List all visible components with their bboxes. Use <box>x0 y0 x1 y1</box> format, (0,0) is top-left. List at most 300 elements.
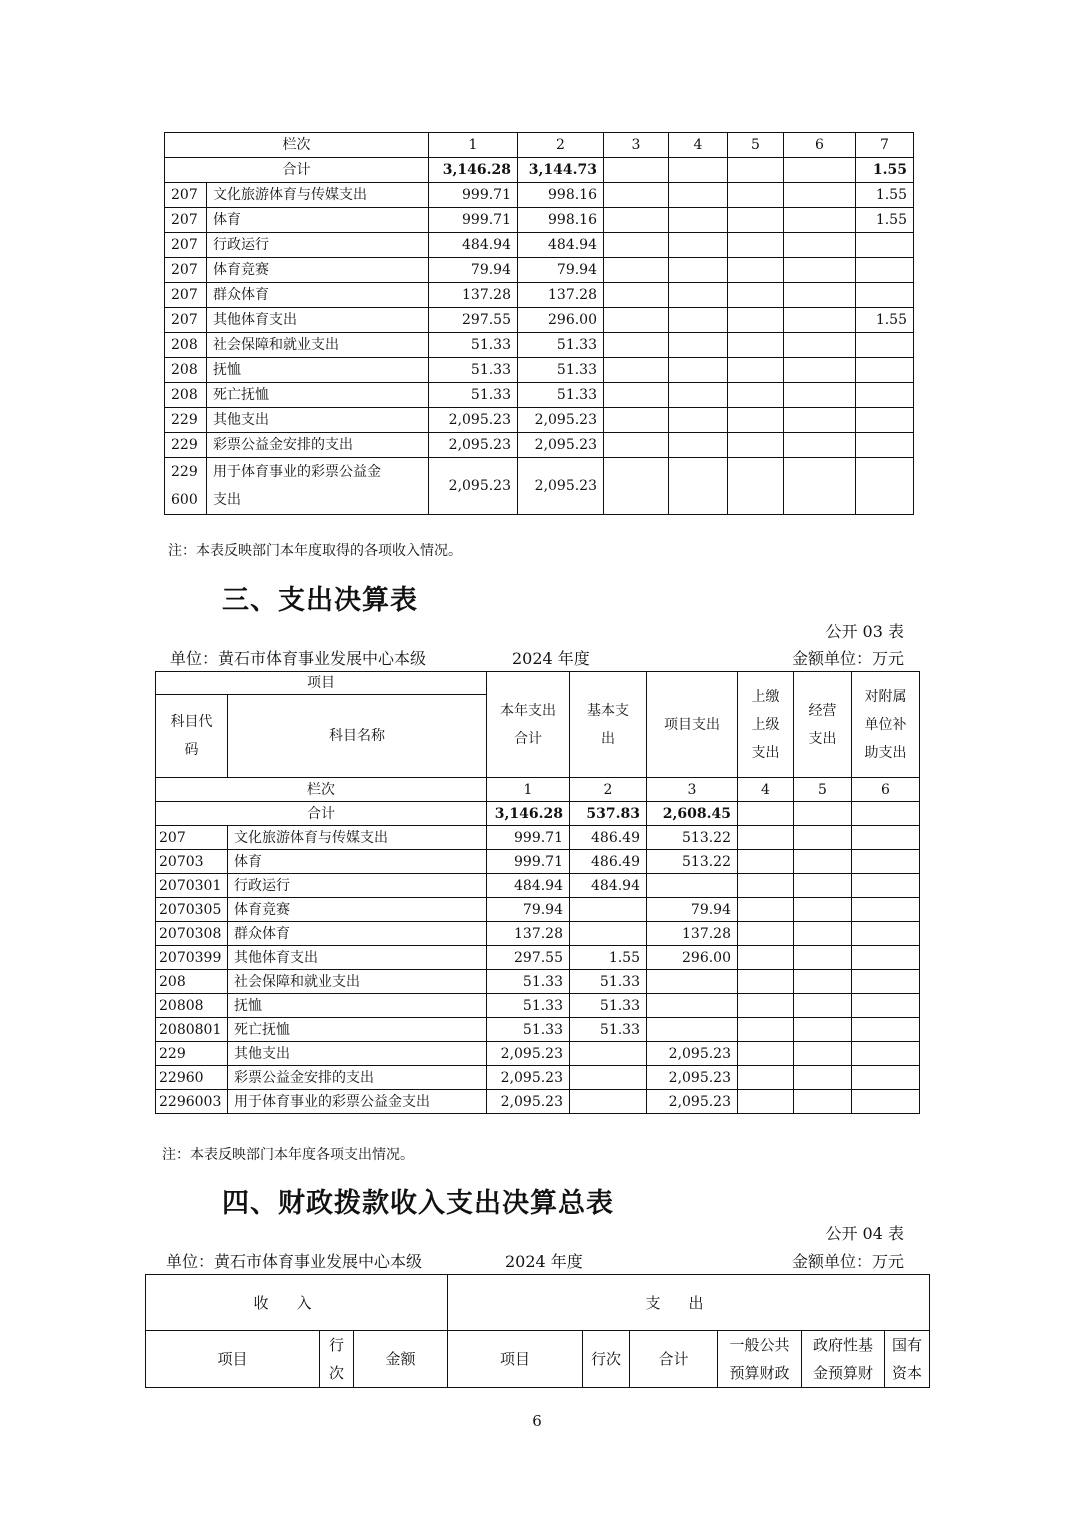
amount-cell: 51.33 <box>487 970 570 994</box>
amount-cell: 1.55 <box>856 183 914 208</box>
subject-code: 207 <box>165 308 207 333</box>
subject-code: 2296003 <box>156 1090 228 1114</box>
amount-cell <box>856 233 914 258</box>
amount-cell: 51.33 <box>487 1018 570 1042</box>
header-income: 收入 <box>146 1275 448 1331</box>
amount-cell: 999.71 <box>487 850 570 874</box>
amount-cell <box>784 208 856 233</box>
section4-title: 四、财政拨款收入支出决算总表 <box>222 1188 614 1219</box>
total-label: 合计 <box>165 158 429 183</box>
subject-code: 229 <box>165 433 207 458</box>
amount-cell <box>784 283 856 308</box>
amount-cell: 51.33 <box>429 333 518 358</box>
column-number: 4 <box>738 778 794 802</box>
amount-cell <box>570 898 647 922</box>
subject-name: 社会保障和就业支出 <box>228 970 487 994</box>
amount-cell: 2,095.23 <box>429 458 518 515</box>
total-value: 1.55 <box>856 158 914 183</box>
subject-code: 208 <box>156 970 228 994</box>
header-basic: 基本支 出 <box>570 672 647 778</box>
total-value <box>604 158 669 183</box>
subject-name: 体育竞赛 <box>207 258 429 283</box>
amount-cell: 2,095.23 <box>647 1066 738 1090</box>
subject-name: 抚恤 <box>228 994 487 1018</box>
amount-cell <box>669 308 728 333</box>
amount-cell <box>669 208 728 233</box>
amount-cell: 999.71 <box>429 183 518 208</box>
header-expense-item: 项目 <box>448 1331 583 1388</box>
amount-cell: 51.33 <box>518 333 604 358</box>
amount-cell <box>669 433 728 458</box>
subject-name: 用于体育事业的彩票公益金 支出 <box>207 458 429 515</box>
table-row <box>165 333 914 358</box>
total-value: 2,608.45 <box>647 802 738 826</box>
column-number: 1 <box>429 133 518 158</box>
subject-code: 20808 <box>156 994 228 1018</box>
amount-cell <box>728 233 784 258</box>
amount-cell <box>856 458 914 515</box>
total-value: 3,144.73 <box>518 158 604 183</box>
amount-cell <box>570 1042 647 1066</box>
amount-cell <box>784 383 856 408</box>
amount-cell <box>647 970 738 994</box>
table-row <box>165 383 914 408</box>
amount-cell <box>647 874 738 898</box>
header-fund-budget: 政府性基 金预算财 <box>802 1331 885 1388</box>
amount-cell <box>728 458 784 515</box>
amount-cell: 2,095.23 <box>429 408 518 433</box>
amount-cell <box>604 433 669 458</box>
section3-year: 2024 年度 <box>512 649 590 668</box>
subject-code: 207 <box>156 826 228 850</box>
table-row <box>165 258 914 283</box>
header-income-amount: 金额 <box>354 1331 448 1388</box>
amount-cell <box>738 1066 794 1090</box>
total-value: 3,146.28 <box>429 158 518 183</box>
amount-cell <box>738 874 794 898</box>
amount-cell <box>784 408 856 433</box>
subject-name: 死亡抚恤 <box>207 383 429 408</box>
table-row <box>165 183 914 208</box>
table-row <box>165 458 914 515</box>
amount-cell <box>852 1090 920 1114</box>
amount-cell <box>856 258 914 283</box>
amount-cell <box>794 994 852 1018</box>
amount-cell <box>794 850 852 874</box>
column-number: 7 <box>856 133 914 158</box>
amount-cell: 2,095.23 <box>487 1090 570 1114</box>
subject-code: 208 <box>165 333 207 358</box>
amount-cell: 51.33 <box>429 358 518 383</box>
table-row <box>165 233 914 258</box>
amount-cell: 137.28 <box>487 922 570 946</box>
amount-cell: 51.33 <box>518 358 604 383</box>
subject-name: 其他支出 <box>228 1042 487 1066</box>
column-number: 6 <box>784 133 856 158</box>
amount-cell: 2,095.23 <box>487 1042 570 1066</box>
section4-table-no: 公开 04 表 <box>825 1224 904 1243</box>
amount-cell <box>604 308 669 333</box>
amount-cell <box>604 458 669 515</box>
table-row <box>165 208 914 233</box>
amount-cell <box>794 1090 852 1114</box>
amount-cell <box>604 383 669 408</box>
page-number: 6 <box>532 1412 542 1430</box>
amount-cell <box>784 233 856 258</box>
amount-cell: 486.49 <box>570 850 647 874</box>
amount-cell: 137.28 <box>647 922 738 946</box>
expenditure-table <box>155 671 920 1114</box>
amount-cell: 484.94 <box>429 233 518 258</box>
header-expense-total: 合计 <box>630 1331 718 1388</box>
amount-cell: 1.55 <box>856 208 914 233</box>
column-number: 2 <box>570 778 647 802</box>
amount-cell: 296.00 <box>647 946 738 970</box>
column-number: 2 <box>518 133 604 158</box>
amount-cell <box>669 383 728 408</box>
amount-cell <box>738 826 794 850</box>
header-total: 本年支出 合计 <box>487 672 570 778</box>
amount-cell <box>856 433 914 458</box>
table-row <box>165 358 914 383</box>
table-row <box>156 1090 920 1114</box>
subject-name: 其他体育支出 <box>228 946 487 970</box>
amount-cell <box>794 946 852 970</box>
total-row <box>165 158 914 183</box>
column-number: 6 <box>852 778 920 802</box>
amount-cell: 999.71 <box>429 208 518 233</box>
subject-name: 群众体育 <box>207 283 429 308</box>
amount-cell <box>570 1066 647 1090</box>
amount-cell: 513.22 <box>647 850 738 874</box>
amount-cell: 998.16 <box>518 208 604 233</box>
column-number: 5 <box>794 778 852 802</box>
subject-name: 其他支出 <box>207 408 429 433</box>
header-row <box>146 1275 930 1331</box>
subject-code: 207 <box>165 183 207 208</box>
amount-cell: 51.33 <box>487 994 570 1018</box>
amount-cell <box>794 922 852 946</box>
amount-cell <box>852 922 920 946</box>
amount-cell <box>794 1066 852 1090</box>
table-row <box>156 970 920 994</box>
subject-code: 2070305 <box>156 898 228 922</box>
section4-year: 2024 年度 <box>505 1252 583 1271</box>
subject-name: 用于体育事业的彩票公益金支出 <box>228 1090 487 1114</box>
amount-cell: 51.33 <box>570 970 647 994</box>
column-number-row <box>165 133 914 158</box>
subject-name: 群众体育 <box>228 922 487 946</box>
amount-cell: 2,095.23 <box>429 433 518 458</box>
amount-cell <box>856 283 914 308</box>
amount-cell <box>784 183 856 208</box>
income-table-continued <box>164 132 914 515</box>
table-row <box>156 946 920 970</box>
amount-cell <box>856 358 914 383</box>
column-number: 5 <box>728 133 784 158</box>
amount-cell <box>728 408 784 433</box>
amount-cell <box>794 1042 852 1066</box>
amount-cell <box>728 183 784 208</box>
header-state-capital: 国有 资本 <box>885 1331 930 1388</box>
column-number-label: 栏次 <box>165 133 429 158</box>
header-business: 经营 支出 <box>794 672 852 778</box>
section4-unit: 单位：黄石市体育事业发展中心本级 <box>166 1252 423 1271</box>
amount-cell <box>738 970 794 994</box>
amount-cell <box>669 233 728 258</box>
amount-cell <box>604 233 669 258</box>
section4-currency: 金额单位：万元 <box>791 1252 904 1271</box>
amount-cell: 79.94 <box>518 258 604 283</box>
amount-cell <box>604 283 669 308</box>
amount-cell <box>604 183 669 208</box>
amount-cell <box>604 358 669 383</box>
subject-name: 彩票公益金安排的支出 <box>207 433 429 458</box>
total-value: 3,146.28 <box>487 802 570 826</box>
amount-cell <box>852 898 920 922</box>
header-upper: 上缴 上级 支出 <box>738 672 794 778</box>
amount-cell <box>852 970 920 994</box>
section3-table-no: 公开 03 表 <box>825 622 904 641</box>
amount-cell <box>738 946 794 970</box>
subject-code: 22960 <box>156 1066 228 1090</box>
table-row <box>156 898 920 922</box>
table-row <box>165 408 914 433</box>
total-value <box>669 158 728 183</box>
amount-cell <box>852 1042 920 1066</box>
amount-cell <box>784 433 856 458</box>
amount-cell <box>728 308 784 333</box>
header-name: 科目名称 <box>228 695 487 778</box>
amount-cell: 1.55 <box>856 308 914 333</box>
amount-cell <box>852 1018 920 1042</box>
subject-name: 社会保障和就业支出 <box>207 333 429 358</box>
subject-name: 体育 <box>228 850 487 874</box>
amount-cell <box>738 1090 794 1114</box>
amount-cell <box>784 358 856 383</box>
table-row <box>165 308 914 333</box>
subject-code: 20703 <box>156 850 228 874</box>
amount-cell <box>738 922 794 946</box>
subject-code: 2070399 <box>156 946 228 970</box>
amount-cell: 999.71 <box>487 826 570 850</box>
subject-code: 2080801 <box>156 1018 228 1042</box>
total-value <box>738 802 794 826</box>
amount-cell <box>604 408 669 433</box>
column-number: 1 <box>487 778 570 802</box>
amount-cell: 2,095.23 <box>518 433 604 458</box>
subject-name: 行政运行 <box>228 874 487 898</box>
amount-cell <box>604 258 669 283</box>
table-row <box>165 433 914 458</box>
table-row <box>156 1018 920 1042</box>
header-subsidy: 对附属 单位补 助支出 <box>852 672 920 778</box>
amount-cell <box>728 283 784 308</box>
subject-code: 208 <box>165 383 207 408</box>
amount-cell: 296.00 <box>518 308 604 333</box>
section3-unit: 单位：黄石市体育事业发展中心本级 <box>170 649 427 668</box>
amount-cell <box>570 1090 647 1114</box>
fiscal-summary-table <box>145 1274 930 1388</box>
amount-cell: 2,095.23 <box>647 1090 738 1114</box>
header-code: 科目代 码 <box>156 695 228 778</box>
subject-code: 229 600 <box>165 458 207 515</box>
amount-cell <box>794 874 852 898</box>
column-number: 3 <box>647 778 738 802</box>
amount-cell <box>738 994 794 1018</box>
amount-cell: 79.94 <box>429 258 518 283</box>
column-number-label: 栏次 <box>156 778 487 802</box>
table-row <box>156 850 920 874</box>
amount-cell <box>728 433 784 458</box>
amount-cell <box>852 994 920 1018</box>
subject-code: 208 <box>165 358 207 383</box>
amount-cell <box>669 333 728 358</box>
amount-cell <box>852 1066 920 1090</box>
amount-cell: 51.33 <box>570 1018 647 1042</box>
amount-cell <box>669 183 728 208</box>
header-expense-row: 行次 <box>583 1331 630 1388</box>
header-general-budget: 一般公共 预算财政 <box>718 1331 802 1388</box>
amount-cell <box>784 333 856 358</box>
table1-note: 注：本表反映部门本年度取得的各项收入情况。 <box>168 543 462 559</box>
subject-name: 文化旅游体育与传媒支出 <box>228 826 487 850</box>
amount-cell: 79.94 <box>647 898 738 922</box>
header-income-row: 行 次 <box>320 1331 354 1388</box>
table-row <box>156 1066 920 1090</box>
amount-cell <box>669 283 728 308</box>
amount-cell <box>784 458 856 515</box>
amount-cell <box>856 383 914 408</box>
amount-cell: 484.94 <box>487 874 570 898</box>
header-item: 项目 <box>156 672 487 695</box>
amount-cell: 2,095.23 <box>647 1042 738 1066</box>
amount-cell <box>570 922 647 946</box>
amount-cell <box>728 208 784 233</box>
amount-cell <box>784 258 856 283</box>
amount-cell <box>852 874 920 898</box>
amount-cell: 2,095.23 <box>518 458 604 515</box>
amount-cell: 513.22 <box>647 826 738 850</box>
amount-cell <box>794 1018 852 1042</box>
total-label: 合计 <box>156 802 487 826</box>
column-number-row <box>156 778 920 802</box>
amount-cell <box>728 358 784 383</box>
amount-cell <box>728 258 784 283</box>
column-number: 3 <box>604 133 669 158</box>
subject-code: 229 <box>156 1042 228 1066</box>
header-expense: 支出 <box>448 1275 930 1331</box>
amount-cell <box>852 850 920 874</box>
subject-name: 死亡抚恤 <box>228 1018 487 1042</box>
amount-cell <box>784 308 856 333</box>
subject-name: 体育竞赛 <box>228 898 487 922</box>
table-row <box>156 922 920 946</box>
amount-cell <box>728 333 784 358</box>
subject-name: 彩票公益金安排的支出 <box>228 1066 487 1090</box>
subject-name: 行政运行 <box>207 233 429 258</box>
amount-cell <box>669 458 728 515</box>
amount-cell <box>669 258 728 283</box>
amount-cell: 2,095.23 <box>518 408 604 433</box>
amount-cell: 998.16 <box>518 183 604 208</box>
table-row <box>165 283 914 308</box>
amount-cell <box>669 408 728 433</box>
amount-cell <box>738 898 794 922</box>
table-row <box>156 826 920 850</box>
amount-cell <box>669 358 728 383</box>
subject-code: 2070301 <box>156 874 228 898</box>
subject-code: 207 <box>165 258 207 283</box>
section3-note: 注：本表反映部门本年度各项支出情况。 <box>162 1147 414 1163</box>
table-row <box>156 874 920 898</box>
subject-name: 抚恤 <box>207 358 429 383</box>
total-value <box>794 802 852 826</box>
total-value <box>852 802 920 826</box>
amount-cell <box>794 826 852 850</box>
amount-cell: 484.94 <box>570 874 647 898</box>
amount-cell: 297.55 <box>429 308 518 333</box>
amount-cell: 2,095.23 <box>487 1066 570 1090</box>
header-project: 项目支出 <box>647 672 738 778</box>
amount-cell: 486.49 <box>570 826 647 850</box>
subject-name: 体育 <box>207 208 429 233</box>
amount-cell: 1.55 <box>570 946 647 970</box>
table-row <box>156 1042 920 1066</box>
amount-cell <box>738 1042 794 1066</box>
amount-cell <box>794 898 852 922</box>
header-row <box>146 1331 930 1388</box>
subject-code: 207 <box>165 233 207 258</box>
amount-cell: 137.28 <box>429 283 518 308</box>
section3-title: 三、支出决算表 <box>222 585 418 616</box>
amount-cell <box>852 826 920 850</box>
amount-cell <box>728 383 784 408</box>
amount-cell <box>647 1018 738 1042</box>
amount-cell <box>738 1018 794 1042</box>
subject-name: 文化旅游体育与传媒支出 <box>207 183 429 208</box>
subject-code: 2070308 <box>156 922 228 946</box>
amount-cell <box>852 946 920 970</box>
subject-code: 207 <box>165 208 207 233</box>
amount-cell <box>604 208 669 233</box>
amount-cell: 79.94 <box>487 898 570 922</box>
amount-cell: 51.33 <box>518 383 604 408</box>
table-row <box>156 994 920 1018</box>
amount-cell <box>856 333 914 358</box>
column-number: 4 <box>669 133 728 158</box>
total-value <box>784 158 856 183</box>
amount-cell: 297.55 <box>487 946 570 970</box>
amount-cell: 51.33 <box>429 383 518 408</box>
amount-cell <box>647 994 738 1018</box>
section3-currency: 金额单位：万元 <box>791 649 904 668</box>
amount-cell <box>856 408 914 433</box>
amount-cell: 484.94 <box>518 233 604 258</box>
amount-cell: 137.28 <box>518 283 604 308</box>
amount-cell <box>738 850 794 874</box>
subject-name: 其他体育支出 <box>207 308 429 333</box>
subject-code: 229 <box>165 408 207 433</box>
header-row <box>156 672 920 695</box>
header-income-item: 项目 <box>146 1331 320 1388</box>
amount-cell <box>794 970 852 994</box>
total-row <box>156 802 920 826</box>
subject-code: 207 <box>165 283 207 308</box>
total-value <box>728 158 784 183</box>
total-value: 537.83 <box>570 802 647 826</box>
amount-cell <box>604 333 669 358</box>
